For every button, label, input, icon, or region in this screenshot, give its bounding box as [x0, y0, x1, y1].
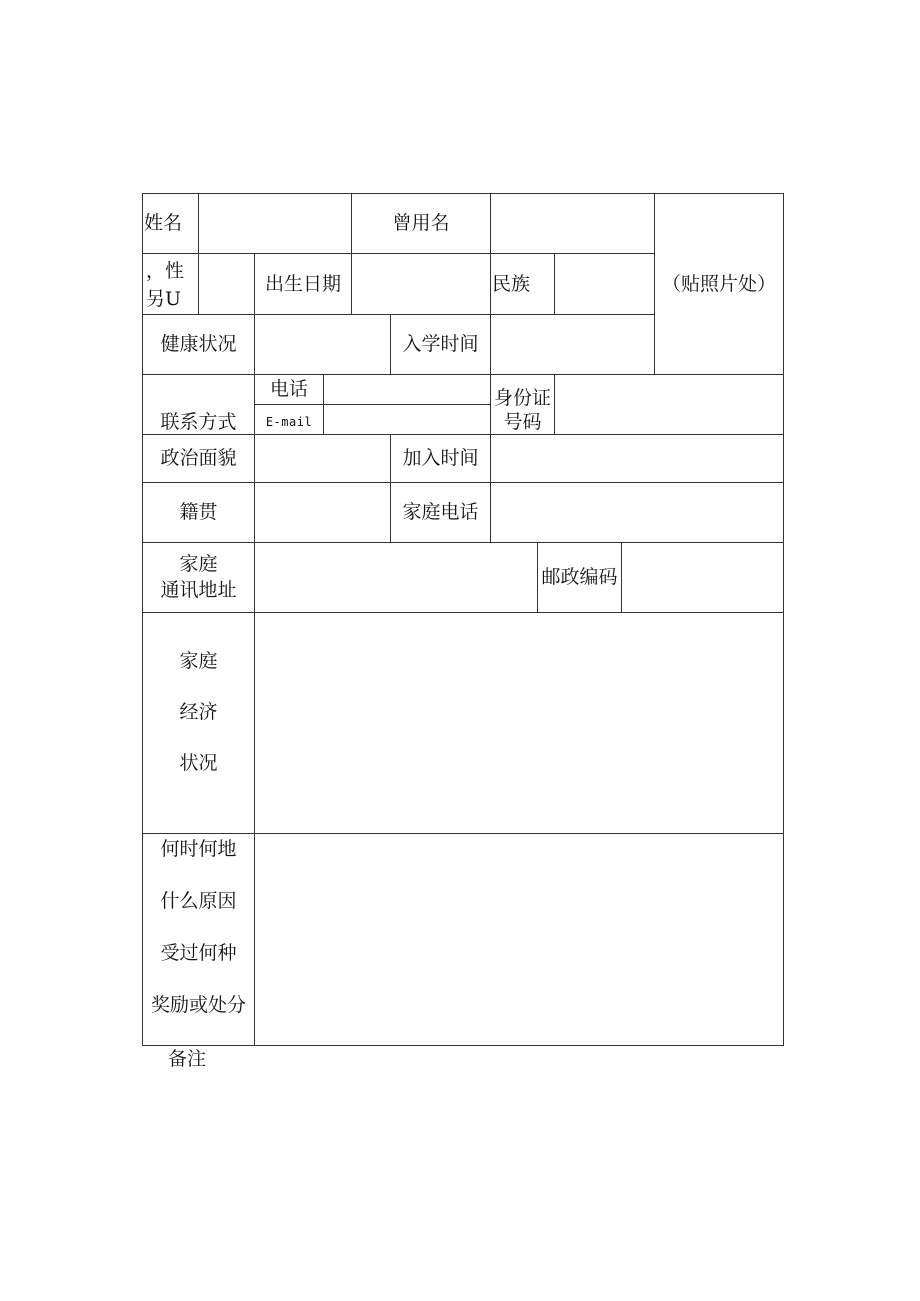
health-label: 健康状况: [160, 333, 237, 355]
birth-date-label: 出生日期: [264, 273, 341, 295]
email-label: E-mail: [265, 415, 313, 429]
economy-label-line1: 家庭: [179, 650, 218, 672]
photo-area[interactable]: [655, 194, 783, 374]
awards-label-line3: 受过何种: [160, 942, 237, 964]
photo-placeholder-label: （贴照片处）: [661, 273, 776, 295]
id-number-label-line1: 身份证: [493, 387, 551, 409]
phone-label: 电话: [269, 378, 308, 400]
economy-field[interactable]: [255, 613, 783, 833]
economy-label-line2: 经济: [179, 701, 218, 723]
native-place-field[interactable]: [255, 483, 390, 542]
id-number-field[interactable]: [555, 375, 783, 434]
former-name-field[interactable]: [491, 194, 654, 253]
grid-line: [783, 193, 784, 1046]
contact-label: 联系方式: [160, 411, 237, 433]
name-field[interactable]: [199, 194, 351, 253]
enroll-date-label: 入学时间: [402, 333, 479, 355]
postcode-label: 邮政编码: [541, 566, 618, 588]
home-phone-label: 家庭电话: [402, 501, 479, 523]
ethnicity-label: 民族: [492, 273, 531, 295]
grid-line: [142, 1045, 784, 1046]
awards-field[interactable]: [255, 834, 783, 1045]
address-label-line2: 通讯地址: [160, 579, 237, 601]
political-status-field[interactable]: [255, 435, 390, 482]
gender-label-line2: 另U: [146, 288, 182, 310]
remarks-label: 备注: [168, 1048, 207, 1070]
name-label: 姓名: [144, 212, 183, 234]
address-field[interactable]: [255, 543, 537, 612]
postcode-field[interactable]: [622, 543, 783, 612]
enroll-date-field[interactable]: [491, 315, 654, 374]
ethnicity-field[interactable]: [555, 254, 654, 314]
address-label-line1: 家庭: [179, 553, 218, 575]
join-date-field[interactable]: [491, 435, 783, 482]
gender-label-line1: ，性: [146, 260, 185, 282]
birth-date-field[interactable]: [352, 254, 490, 314]
native-place-label: 籍贯: [179, 501, 218, 523]
gender-field[interactable]: [199, 254, 254, 314]
phone-field[interactable]: [324, 375, 490, 404]
awards-label-line2: 什么原因: [160, 890, 237, 912]
grid-line: [142, 193, 143, 1046]
former-name-label: 曾用名: [392, 212, 450, 234]
email-field[interactable]: [324, 405, 490, 434]
id-number-label-line2: 号码: [503, 411, 542, 433]
join-date-label: 加入时间: [402, 447, 479, 469]
health-field[interactable]: [255, 315, 390, 374]
awards-label-line1: 何时何地: [160, 838, 237, 860]
home-phone-field[interactable]: [491, 483, 783, 542]
economy-label-line3: 状况: [179, 752, 218, 774]
political-status-label: 政治面貌: [160, 447, 237, 469]
awards-label-line4: 奖励或处分: [150, 994, 246, 1016]
